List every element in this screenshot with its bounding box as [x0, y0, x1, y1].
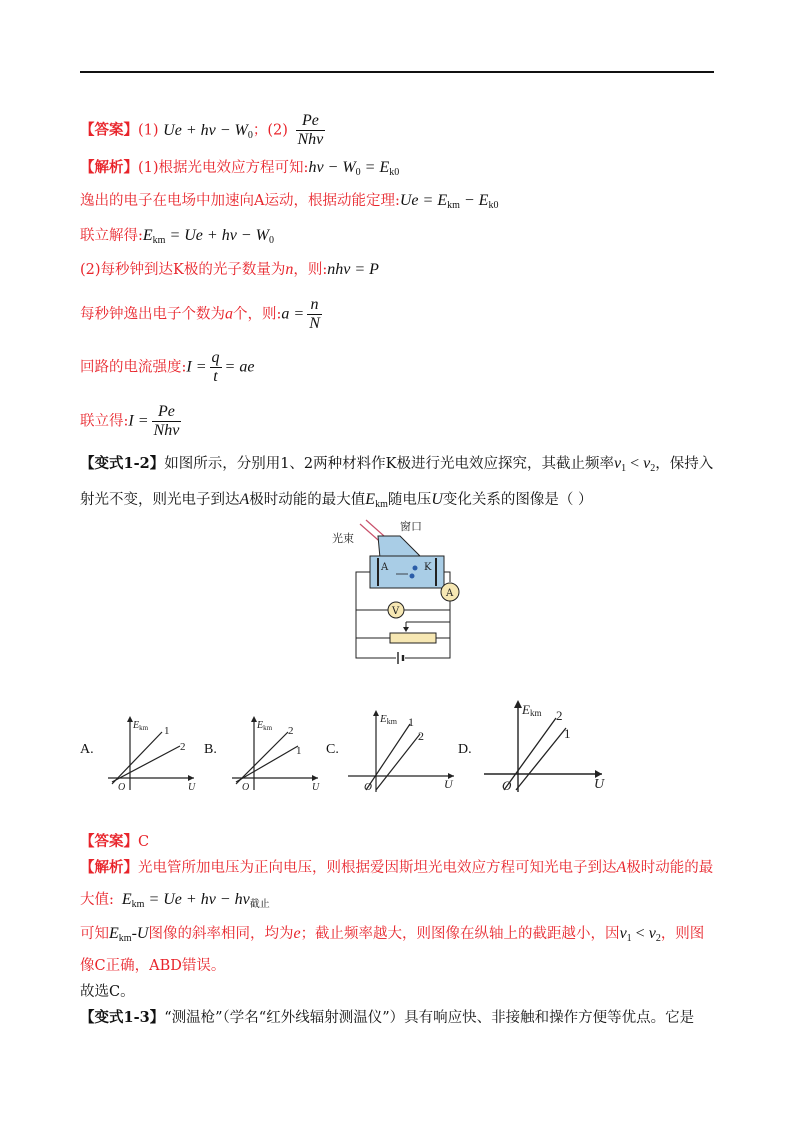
analysis1-l5-var: a — [225, 305, 233, 323]
analysis2-line-4 — [80, 956, 225, 976]
question2-text-f: 变化关系的图像是（ ） — [442, 492, 593, 508]
analysis2-l4-text: 像C正确，ABD错误。 — [80, 958, 226, 974]
analysis1-l3-math: $E_{km} = Ue + h\nu - W_0$ — [142, 227, 274, 246]
analysis2-l3-var: e — [293, 925, 301, 942]
option-a-graph[interactable] — [98, 712, 200, 794]
origin-label: O — [242, 782, 250, 793]
label-steep: 2 — [288, 725, 294, 737]
answer2-line — [80, 832, 149, 852]
analysis1-l7-fraction: $\frac{Pe}{\text{Nhν}}$ — [153, 403, 180, 439]
electron-dot — [413, 566, 418, 571]
analysis1-line-2 — [80, 191, 498, 216]
y-axis-arrow — [514, 700, 522, 708]
option-b-graph[interactable] — [222, 712, 324, 794]
question2-text-e: 随电压 — [387, 492, 432, 508]
ammeter-label: A — [446, 588, 454, 599]
question2-text-d: 极时动能的最大值 — [249, 492, 366, 508]
question2-line-1 — [80, 454, 713, 479]
ylabel: Ekm — [522, 702, 542, 718]
analysis1-l5-fraction: $\frac{n}{N}$ — [309, 296, 320, 332]
analysis1-l5-text-a: 每秒钟逸出电子个数为 — [80, 306, 225, 323]
analysis1-l6-fraction: $\frac{q}{t}$ — [211, 349, 220, 385]
analysis1-l3-text: 联立解得: — [80, 228, 143, 244]
label-cathode: K — [424, 562, 432, 573]
analysis2-l5-text: 故选C。 — [80, 984, 135, 1000]
answer-part1-label: (1) — [138, 122, 159, 139]
analysis1-line-1 — [80, 158, 399, 183]
circuit-wire-right — [444, 572, 450, 582]
analysis2-l3-text-c: ；截止频率越大，则图像在纵轴上的截距越小，因 — [300, 926, 620, 942]
analysis2-l3-math: $E_{km}-U$ — [109, 925, 149, 944]
line-right — [516, 728, 566, 790]
x-axis-arrow — [188, 775, 194, 781]
analysis2-line-1 — [80, 858, 713, 878]
analysis1-l2-math: $Ue = E_{km} - E_{k0}$ — [399, 192, 499, 211]
option-d-letter[interactable]: D. — [458, 742, 472, 757]
electron-dot — [410, 574, 415, 579]
analysis-tag: 【解析】 — [80, 159, 138, 176]
ylabel: $E_{km}$ — [133, 720, 149, 732]
answer-fraction: $\frac{Pe}{\text{Nhν}}$ — [297, 112, 324, 148]
origin-label: O — [364, 781, 372, 793]
answer-part2-label: (2) — [267, 122, 288, 139]
xlabel: U — [594, 777, 605, 792]
origin-label: O — [118, 782, 126, 793]
analysis1-l4-text-a: (2)每秒钟到达K极的光子数量为 — [80, 262, 286, 278]
answer-line-1 — [80, 112, 328, 149]
line-shallow — [112, 746, 180, 782]
analysis1-line-7 — [80, 403, 184, 440]
analysis2-l3-inequality: $\nu_1 < \nu_2$ — [619, 925, 661, 944]
option-b-letter[interactable]: B. — [204, 742, 217, 757]
analysis2-l3-text-d: ，则图 — [660, 926, 705, 942]
option-c-graph[interactable] — [344, 706, 460, 798]
label-right: 2 — [418, 729, 424, 743]
answer2-tag: 【答案】 — [80, 833, 138, 850]
analysis1-l4-math: nhν = P — [327, 261, 379, 278]
label-anode: A — [381, 562, 389, 573]
analysis1-line-4 — [80, 260, 379, 280]
analysis1-l5-math: a = — [281, 305, 305, 323]
analysis1-l2-text: 逸出的电子在电场中加速向A运动，根据动能定理: — [80, 193, 400, 209]
answer2-value: C — [138, 834, 150, 850]
question2-var-ekm: $E_{km}$ — [365, 491, 388, 510]
option-c-letter[interactable]: C. — [326, 742, 339, 757]
analysis1-l6-math-b: = ae — [224, 358, 255, 376]
xlabel: U — [444, 777, 453, 791]
analysis2-line-5 — [80, 982, 135, 1002]
analysis1-l5-text-b: 个，则: — [233, 306, 282, 323]
question2-text-a: 如图所示，分别用1、2两种材料作K极进行光电效应探究，其截止频率 — [164, 456, 614, 472]
top-rule — [80, 71, 714, 73]
answer-expr1: $Ue + h\nu - W_0$ — [163, 121, 253, 141]
analysis1-l1-math: $h\nu - W_0 = E_{k0}$ — [308, 159, 400, 178]
option-a-letter[interactable]: A. — [80, 742, 94, 757]
line-steep — [236, 732, 288, 784]
question2-inequality: $\nu_1 < \nu_2$ — [613, 455, 656, 474]
label-left: 1 — [408, 715, 414, 729]
ylabel: $E_{km}$ — [257, 720, 273, 732]
analysis1-l6-math-a: I = — [186, 358, 207, 376]
question3-line — [80, 1008, 694, 1028]
x-axis-arrow — [312, 775, 318, 781]
label-shallow: 1 — [296, 745, 302, 757]
analysis1-l1-text: (1)根据光电效应方程可知: — [138, 160, 309, 176]
analysis1-line-6 — [80, 349, 254, 386]
analysis2-l1-var: A — [616, 859, 627, 876]
analysis1-l7-math: I = — [128, 412, 149, 430]
analysis2-line-2 — [80, 890, 270, 915]
line-steep — [112, 732, 162, 784]
answer-sep: ； — [252, 122, 268, 139]
analysis1-l6-text: 回路的电流强度: — [80, 359, 187, 376]
line-left — [504, 718, 556, 790]
label-shallow: 2 — [180, 741, 186, 753]
question2-text-c: 射光不变，则光电子到达 — [80, 492, 240, 508]
ylabel: Ekm — [380, 713, 397, 726]
line-shallow — [236, 746, 298, 782]
line-left — [366, 724, 410, 790]
voltmeter-label: V — [392, 606, 400, 617]
rheostat — [390, 633, 436, 643]
analysis1-l4-text-b: ，则: — [293, 262, 328, 278]
question3-tag: 【变式1-3】 — [80, 1009, 165, 1026]
analysis2-l3-text-a: 可知 — [80, 926, 109, 942]
rheostat-slider-tip — [403, 627, 409, 632]
circuit-wire-right-down — [430, 601, 450, 638]
question2-var-a: A — [239, 491, 250, 508]
analysis2-l1-text-a: 光电管所加电压为正向电压，则根据爱因斯坦光电效应方程可知光电子到达 — [138, 860, 617, 876]
question2-var-u: U — [431, 491, 443, 508]
xlabel: U — [188, 782, 196, 793]
label-right: 1 — [564, 726, 571, 741]
analysis2-l3-text-b: 图像的斜率相同，均为 — [148, 926, 294, 942]
analysis1-line-5 — [80, 296, 325, 333]
question2-tag: 【变式1-2】 — [80, 455, 165, 472]
analysis2-l2-math: $E_{km} = Ue + h\nu - h\nu_{截止}$ — [121, 891, 270, 910]
label-left: 2 — [556, 708, 563, 723]
y-axis-arrow — [373, 710, 379, 716]
answer-tag: 【答案】 — [80, 121, 138, 139]
analysis2-line-3 — [80, 924, 704, 949]
analysis2-l1-text-b: 极时动能的最 — [626, 860, 714, 876]
analysis1-line-3 — [80, 226, 274, 251]
analysis1-l7-text: 联立得: — [80, 413, 129, 430]
question2-line-2 — [80, 490, 593, 515]
label-window: 窗口 — [400, 520, 422, 533]
label-beam: 光束 — [332, 532, 354, 545]
xlabel: U — [312, 782, 320, 793]
question3-text: “测温枪”（学名“红外线辐射测温仪”）具有响应快、非接触和操作方便等优点。它是 — [164, 1010, 695, 1026]
label-steep: 1 — [164, 725, 170, 737]
question2-text-b: ，保持入 — [655, 456, 714, 472]
analysis2-tag: 【解析】 — [80, 859, 138, 876]
photoelectric-apparatus-figure — [320, 518, 480, 668]
option-d-graph[interactable] — [480, 696, 608, 796]
analysis1-l4-var: n — [285, 261, 294, 278]
origin-label: O — [502, 778, 512, 793]
analysis2-l2-text: 大值: — [80, 892, 114, 908]
